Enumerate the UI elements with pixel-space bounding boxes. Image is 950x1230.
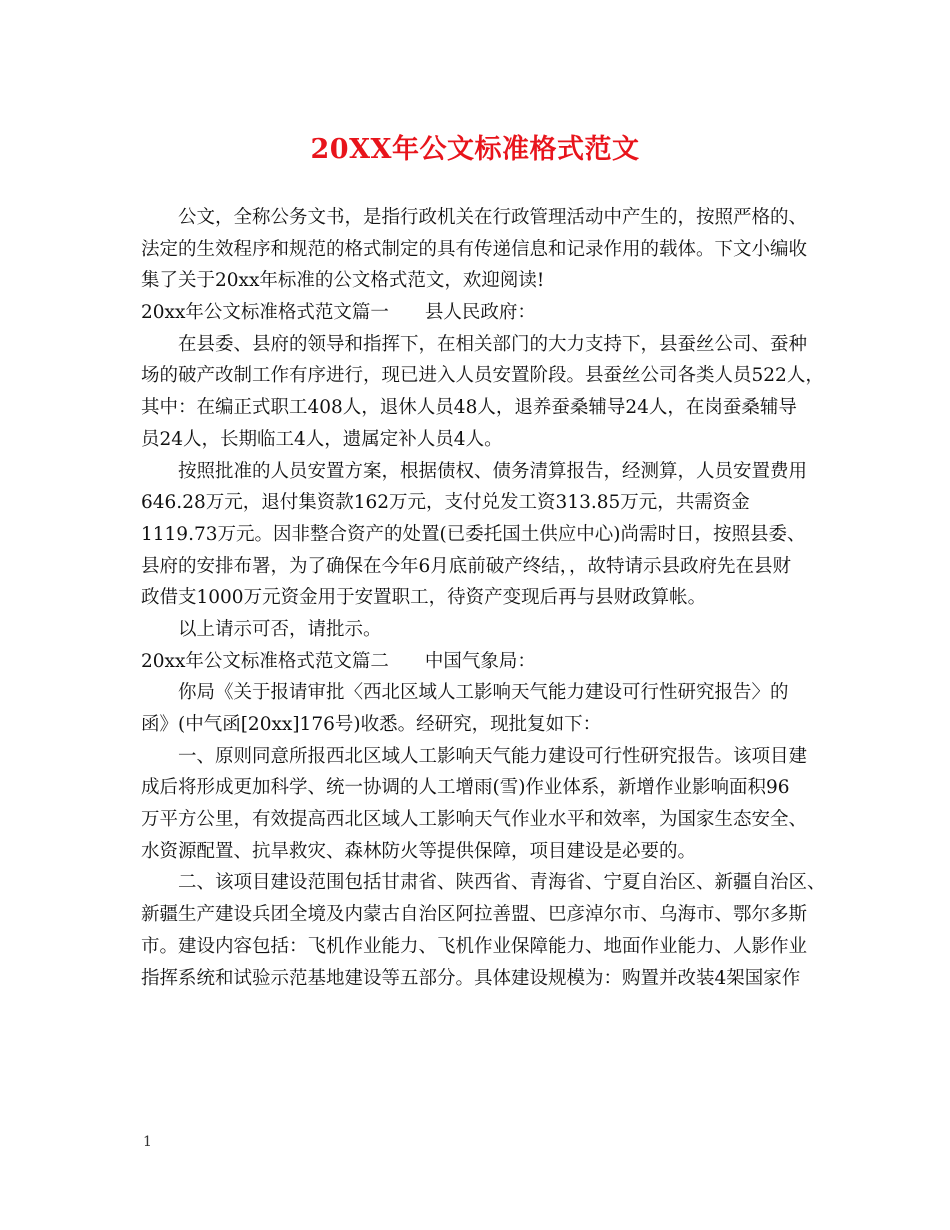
- paragraph-line: 水资源配置、抗旱救灾、森林防火等提供保障，项目建设是必要的。: [141, 840, 697, 862]
- paragraph-line: 指挥系统和试验示范基地建设等五部分。具体建设规模为：购置并改装4架国家作: [141, 967, 801, 989]
- paragraph-line: 646.28万元，退付集资款162万元，支付兑发工资313.85万元，共需资金: [141, 492, 750, 514]
- document-title: 20XX年公文标准格式范文: [310, 134, 640, 165]
- section-heading: 20xx年公文标准格式范文篇一: [141, 302, 389, 324]
- section-heading: 20xx年公文标准格式范文篇二: [141, 650, 389, 672]
- paragraph-line: 场的破产改制工作有序进行，现已进入人员安置阶段。县蚕丝公司各类人员522人，: [141, 365, 824, 387]
- paragraph-line: 在县委、县府的领导和指挥下，在相关部门的大力支持下，县蚕丝公司、蚕种: [178, 333, 808, 355]
- document-body: [141, 202, 826, 994]
- paragraph-line: 你局《关于报请审批〈西北区域人工影响天气能力建设可行性研究报告〉的: [178, 682, 789, 704]
- paragraph-line: 集了关于20xx年标准的公文格式范文，欢迎阅读!: [141, 270, 545, 292]
- paragraph-line: 成后将形成更加科学、统一协调的人工增雨(雪)作业体系，新增作业影响面积96: [141, 777, 790, 799]
- section-heading-line: [141, 297, 817, 329]
- paragraph-line: 以上请示可否，请批示。: [178, 618, 382, 640]
- paragraph-line: 政借支1000万元资金用于安置职工，待资产变现后再与县财政算帐。: [141, 587, 707, 609]
- paragraph-line: 1119.73万元。因非整合资产的处置(已委托国土供应中心)尚需时日，按照县委、: [141, 523, 806, 545]
- paragraph-line: 县府的安排布署，为了确保在今年6月底前破产终结，，故特请示县政府先在县财: [141, 555, 792, 577]
- addressee: 县人民政府：: [424, 302, 536, 324]
- paragraph-line: 其中：在编正式职工408人，退休人员48人，退养蚕桑辅导24人，在岗蚕桑辅导: [141, 397, 797, 419]
- addressee: 中国气象局：: [424, 650, 536, 672]
- paragraph-line: 市。建设内容包括：飞机作业能力、飞机作业保障能力、地面作业能力、人影作业: [141, 935, 808, 957]
- page-number: 1: [143, 1134, 152, 1150]
- paragraph-line: 函》(中气函[20xx]176号)收悉。经研究，现批复如下：: [141, 714, 602, 735]
- paragraph-line: 新疆生产建设兵团全境及内蒙古自治区阿拉善盟、巴彦淖尔市、乌海市、鄂尔多斯: [141, 904, 808, 926]
- paragraph-line: 员24人，长期临工4人，遗属定补人员4人。: [141, 428, 503, 450]
- paragraph-line: 法定的生效程序和规范的格式制定的具有传递信息和记录作用的载体。下文小编收: [141, 238, 808, 260]
- paragraph-line: 一、原则同意所报西北区域人工影响天气能力建设可行性研究报告。该项目建: [178, 745, 808, 767]
- paragraph-line: 公文，全称公务文书，是指行政机关在行政管理活动中产生的，按照严格的、: [178, 207, 808, 228]
- paragraph-line: 按照批准的人员安置方案，根据债权、债务清算报告，经测算，人员安置费用: [178, 460, 808, 482]
- paragraph-line: 万平方公里，有效提高西北区域人工影响天气作业水平和效率，为国家生态安全、: [141, 809, 808, 831]
- paragraph-line: 二、该项目建设范围包括甘肃省、陕西省、青海省、宁夏自治区、新疆自治区、: [178, 872, 826, 894]
- section-heading-line: [141, 646, 817, 678]
